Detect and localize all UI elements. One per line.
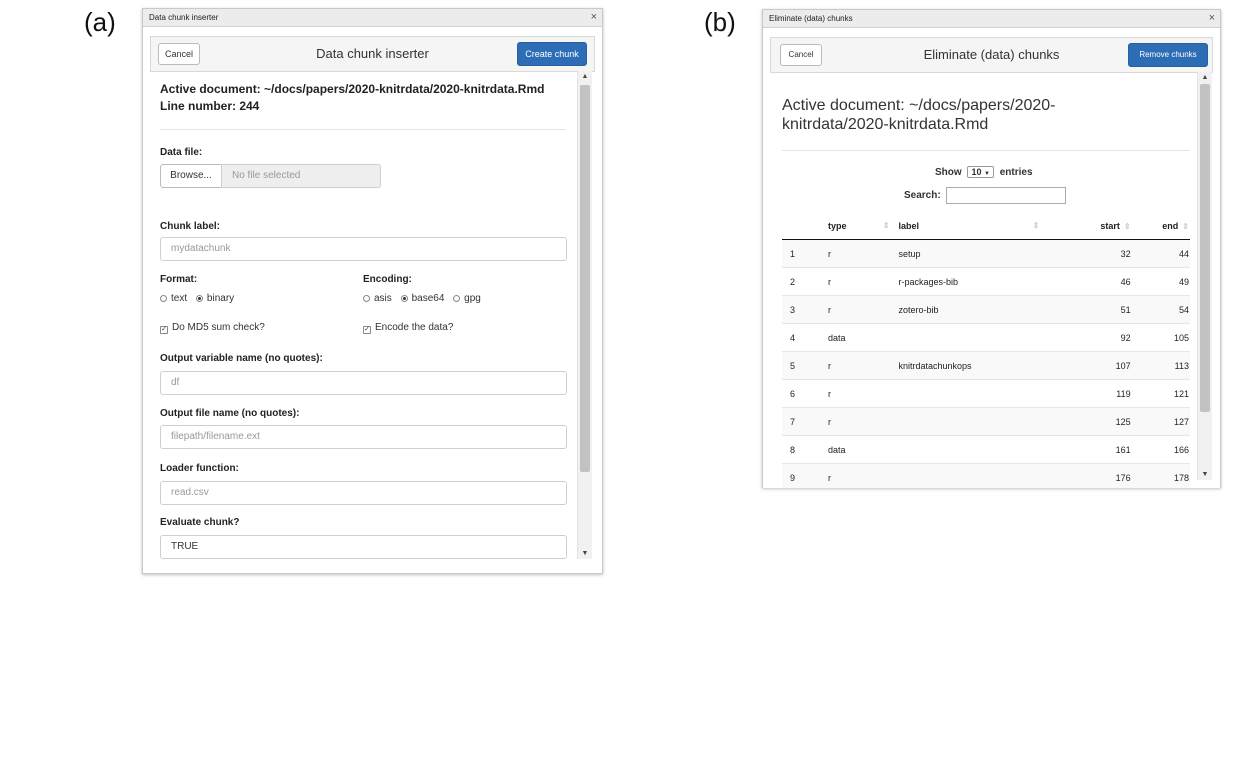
start-cell: 51 [1047, 296, 1138, 324]
column-header-start[interactable]: start ⇕ [1047, 213, 1138, 240]
format-option-text[interactable]: text [160, 293, 187, 304]
label-cell: zotero-bib [898, 296, 1048, 324]
end-cell: 105 [1139, 324, 1190, 352]
end-cell: 54 [1139, 296, 1190, 324]
type-cell: r [827, 352, 897, 380]
row-number-cell: 6 [782, 380, 827, 408]
window-titlebar [143, 9, 602, 27]
type-cell: r [827, 240, 897, 268]
encoding-label: Encoding: [363, 274, 412, 285]
scrollbar-thumb[interactable] [1200, 84, 1210, 412]
type-cell: data [827, 324, 897, 352]
type-cell: r [827, 380, 897, 408]
table-row[interactable] [782, 296, 1190, 324]
label-cell [898, 380, 1048, 408]
row-number-cell: 2 [782, 268, 827, 296]
sort-icon: ⇕ [1182, 222, 1189, 231]
search-label: Search: [904, 190, 941, 201]
label-cell: r-packages-bib [898, 268, 1048, 296]
table-row[interactable] [782, 380, 1190, 408]
table-row[interactable] [782, 352, 1190, 380]
row-number-cell: 7 [782, 408, 827, 436]
sort-icon: ⇕ [1032, 221, 1040, 230]
dialog-body[interactable] [150, 71, 593, 559]
chunks-table [782, 213, 1190, 488]
window-title: Data chunk inserter [149, 13, 219, 22]
start-cell: 46 [1047, 268, 1138, 296]
encoding-option-base64[interactable]: base64 [401, 293, 445, 304]
evaluate-chunk-input[interactable]: TRUE [160, 535, 567, 559]
column-header-end[interactable]: end ⇕ [1139, 213, 1190, 240]
table-row[interactable] [782, 436, 1190, 464]
dialog-header [150, 36, 595, 72]
column-header-type[interactable]: type ⇕ [827, 213, 897, 240]
start-cell: 161 [1047, 436, 1138, 464]
line-number: Line number: 244 [160, 99, 260, 113]
end-cell: 178 [1139, 464, 1190, 489]
cancel-button[interactable]: Cancel [158, 43, 200, 65]
format-label: Format: [160, 274, 198, 285]
row-number-cell: 4 [782, 324, 827, 352]
end-cell: 166 [1139, 436, 1190, 464]
scroll-up-icon[interactable]: ▲ [581, 73, 589, 80]
type-cell: r [827, 296, 897, 324]
output-variable-input[interactable]: df [160, 371, 567, 395]
radio-icon [363, 295, 370, 302]
divider [782, 150, 1190, 151]
page-length-control: Show 10 ▼ entries [935, 167, 1033, 178]
encoding-option-gpg[interactable]: gpg [453, 293, 481, 304]
radio-selected-icon [196, 295, 203, 302]
checkbox-checked-icon: ✓ [161, 326, 167, 333]
row-number-header [782, 213, 827, 240]
loader-function-label: Loader function: [160, 463, 239, 474]
scrollbar-thumb[interactable] [580, 85, 590, 472]
active-document: Active document: ~/docs/papers/2020-knitrdata/2020-knitrdata.Rmd [160, 82, 545, 96]
panel-a-label: (a) [84, 7, 116, 37]
radio-icon [453, 295, 460, 302]
md5-checkbox[interactable]: ✓ Do MD5 sum check? [161, 322, 265, 333]
dialog-body[interactable] [770, 72, 1213, 488]
remove-chunks-button[interactable]: Remove chunks [1128, 43, 1208, 67]
encoding-radio-group [363, 293, 481, 304]
row-number-cell: 5 [782, 352, 827, 380]
table-row[interactable] [782, 408, 1190, 436]
eliminate-chunks-window [762, 9, 1221, 488]
start-cell: 32 [1047, 240, 1138, 268]
label-cell: setup [898, 240, 1048, 268]
row-number-cell: 3 [782, 296, 827, 324]
column-header-label[interactable]: label ⇕ [898, 213, 1048, 240]
label-cell [898, 408, 1048, 436]
chunk-label-label: Chunk label: [160, 221, 221, 232]
scroll-down-icon[interactable]: ▼ [581, 550, 589, 557]
output-variable-label: Output variable name (no quotes): [160, 353, 323, 364]
sort-icon: ⇕ [1123, 222, 1131, 231]
active-document: Active document: ~/docs/papers/2020- knitrdata/2020-knitrdata.Rmd [782, 97, 1056, 133]
dialog-header [770, 37, 1213, 73]
table-row[interactable] [782, 464, 1190, 489]
window-title: Eliminate (data) chunks [769, 14, 853, 23]
table-row[interactable] [782, 324, 1190, 352]
checkbox-checked-icon: ✓ [364, 326, 370, 333]
encode-checkbox[interactable]: ✓ Encode the data? [364, 322, 454, 333]
data-file-label: Data file: [160, 147, 203, 158]
chunk-label-input[interactable]: mydatachunk [160, 237, 567, 261]
type-cell: r [827, 464, 897, 489]
encoding-option-asis[interactable]: asis [363, 293, 392, 304]
divider [160, 129, 566, 130]
start-cell: 92 [1047, 324, 1138, 352]
evaluate-chunk-label: Evaluate chunk? [160, 517, 240, 528]
end-cell: 127 [1139, 408, 1190, 436]
type-cell: data [827, 436, 897, 464]
cancel-button[interactable]: Cancel [780, 44, 822, 66]
scroll-up-icon[interactable]: ▲ [1201, 74, 1209, 81]
format-option-binary[interactable]: binary [196, 293, 234, 304]
end-cell: 113 [1139, 352, 1190, 380]
label-cell [898, 436, 1048, 464]
row-number-cell: 8 [782, 436, 827, 464]
radio-icon [160, 295, 167, 302]
table-header-row [782, 213, 1190, 240]
start-cell: 119 [1047, 380, 1138, 408]
output-file-label: Output file name (no quotes): [160, 408, 300, 419]
format-radio-group [160, 293, 234, 304]
vertical-scrollbar[interactable] [577, 71, 592, 559]
sort-icon: ⇕ [882, 221, 890, 230]
page-length-select[interactable]: 10 ▼ [967, 166, 993, 178]
table-row[interactable] [782, 240, 1190, 268]
loader-function-input[interactable]: read.csv [160, 481, 567, 505]
close-icon[interactable]: × [1208, 12, 1215, 24]
row-number-cell: 1 [782, 240, 827, 268]
label-cell: knitrdatachunkops [898, 352, 1048, 380]
file-name-display: No file selected [221, 164, 381, 188]
end-cell: 44 [1139, 240, 1190, 268]
start-cell: 107 [1047, 352, 1138, 380]
table-row[interactable] [782, 268, 1190, 296]
end-cell: 121 [1139, 380, 1190, 408]
row-number-cell: 9 [782, 464, 827, 489]
search-input[interactable] [946, 187, 1066, 204]
close-icon[interactable]: × [590, 11, 597, 23]
start-cell: 125 [1047, 408, 1138, 436]
dropdown-arrow-icon: ▼ [983, 171, 990, 177]
output-file-input[interactable]: filepath/filename.ext [160, 425, 567, 449]
type-cell: r [827, 408, 897, 436]
scroll-down-icon[interactable]: ▼ [1201, 471, 1209, 478]
type-cell: r [827, 268, 897, 296]
dialog-title: Eliminate (data) chunks [923, 47, 1060, 62]
browse-button[interactable]: Browse... [160, 164, 222, 188]
data-chunk-inserter-window [142, 8, 603, 574]
label-cell [898, 464, 1048, 489]
create-chunk-button[interactable]: Create chunk [517, 42, 587, 66]
end-cell: 49 [1139, 268, 1190, 296]
label-cell [898, 324, 1048, 352]
vertical-scrollbar[interactable] [1197, 72, 1212, 480]
window-titlebar [763, 10, 1220, 28]
panel-b-label: (b) [704, 7, 736, 37]
dialog-title: Data chunk inserter [316, 46, 429, 61]
start-cell: 176 [1047, 464, 1138, 489]
radio-selected-icon [401, 295, 408, 302]
